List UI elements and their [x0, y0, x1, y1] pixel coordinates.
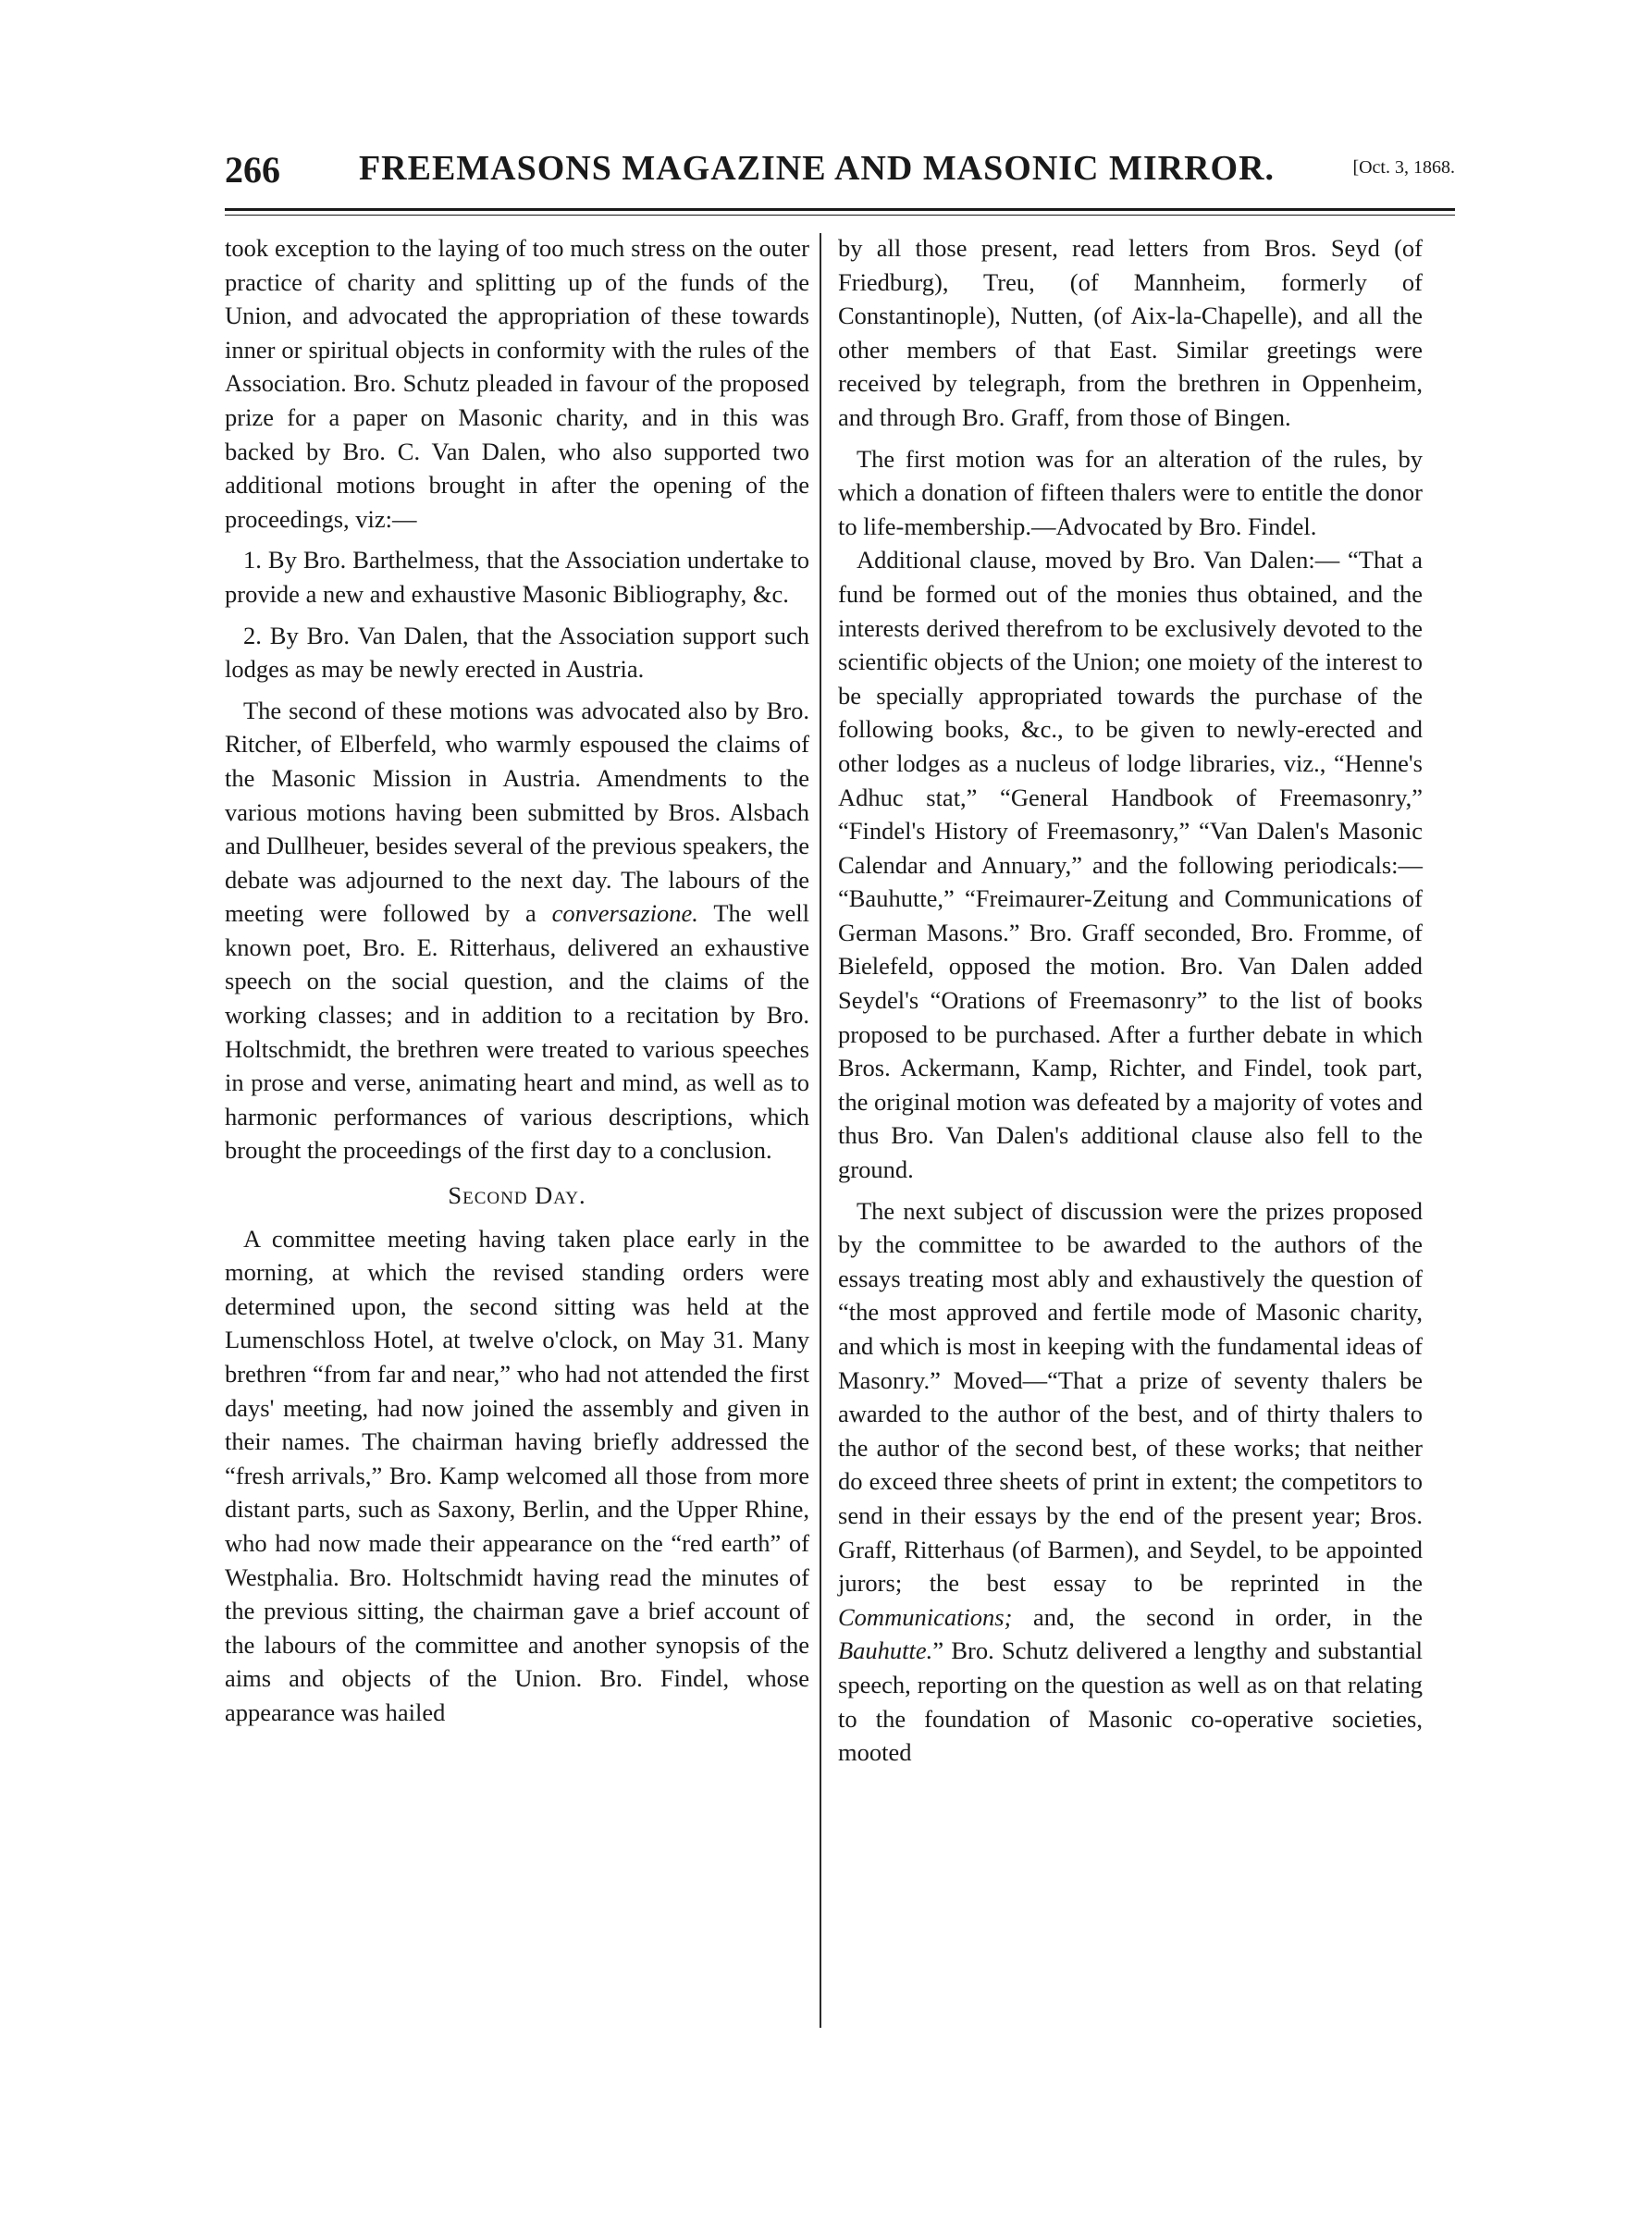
page-header	[225, 148, 1455, 204]
left-column	[225, 231, 809, 1730]
right-paragraph-4-text-a: The next subject of discussion were the prizes proposed by the committee to be awarded to the authors of the essays treating most ably and exhaustively the question of “the most approved and fertile mode of Masonic charity, and which is most in keeping with the fundamental ideas of Masonry.” Moved—“That a prize of seventy thalers be awarded to the author of the best, and of thirty thalers to the author of the second best, of these works; that neither do exceed three sheets of print in extent; the competitors to send in their essays by the end of the present year; Bros. Graff, Ritterhaus (of Barmen), and Seydel, to be appointed jurors; the best essay to be reprinted in the	[838, 1196, 1423, 1598]
left-paragraph-3-italic: conversazione.	[551, 899, 698, 928]
left-paragraph-3	[225, 694, 809, 1167]
section-heading-second-day: Second Day.	[448, 1181, 586, 1210]
right-paragraph-4-text-c: ” Bro. Schutz delivered a lengthy and substantial speech, reporting on the question as well as on that relating to the foundation of Masonic co-operative societies, mooted	[838, 1636, 1423, 1767]
left-paragraph-motion-2: 2. By Bro. Van Dalen, that the Association support such lodges as may be newly erected in Austria.	[225, 621, 809, 684]
header-rule-thick	[225, 208, 1455, 211]
right-paragraph-4-text-b: and, the second in order, in the	[1032, 1602, 1423, 1631]
right-paragraph-4-italic-1: Communications;	[838, 1602, 1013, 1631]
right-paragraph-4	[838, 1194, 1423, 1770]
header-rule-thin	[225, 215, 1455, 216]
left-paragraph-3-text-b: The well known poet, Bro. E. Ritterhaus, delivered an exhaustive speech on the social question, and the claims of the working classes; and in addition to a recitation by Bro. Holtschmidt, the brethren were treated to various speeches in prose and verse, animating heart and mind, as well as to harmonic performances of various descriptions, which brought the proceedings of the first day to a conclusion.	[225, 899, 810, 1165]
right-paragraph-1: by all those present, read letters from Bros. Seyd (of Friedburg), Treu, (of Mannheim, formerly of Constantinople), Nutten, (of Aix-la-Chapelle), and all the other members of that East. Similar greetings were received by telegraph, from the brethren in Oppenheim, and through Bro. Graff, from those of Bingen.	[838, 234, 1423, 431]
column-divider	[820, 233, 821, 2028]
right-paragraph-2: The first motion was for an alteration of the rules, by which a donation of fifteen thalers were to entitle the donor to life-membership.—Advocated by Bro. Findel.	[838, 444, 1423, 540]
left-paragraph-3-text-a: The second of these motions was advocated also by Bro. Ritcher, of Elberfeld, who warmly espoused the claims of the Masonic Mission in Austria. Amendments to the various motions having been submitted by Bros. Alsbach and Dullheuer, besides several of the previous speakers, the debate was adjourned to the next day. The labours of the meeting were followed by a	[225, 696, 809, 928]
right-column	[838, 231, 1423, 1770]
left-paragraph-motion-1: 1. By Bro. Barthelmess, that the Association undertake to provide a new and exhaustive Masonic Bibliography, &c.	[225, 546, 809, 608]
page-number: 266	[225, 149, 280, 191]
left-paragraph-4: A committee meeting having taken place early in the morning, at which the revised standing orders were determined upon, the second sitting was held at the Lumenschloss Hotel, at twelve o'clock, on May 31. Many brethren “from far and near,” who had not attended the first days' meeting, had now joined the assembly and given in their names. The chairman having briefly addressed the “fresh arrivals,” Bro. Kamp welcomed all those from more distant parts, such as Saxony, Berlin, and the Upper Rhine, who had now made their appearance on the “red earth” of Westphalia. Bro. Holtschmidt having read the minutes of the previous sitting, the chairman gave a brief account of the labours of the committee and another synopsis of the aims and objects of the Union. Bro. Findel, whose appearance was hailed	[225, 1224, 809, 1726]
left-paragraph-1: took exception to the laying of too much stress on the outer practice of charity and splitting up of the funds of the Union, and advocated the appropriation of these towards inner or spiritual objects in conformity with the rules of the Association. Bro. Schutz pleaded in favour of the proposed prize for a paper on Masonic charity, and in this was backed by Bro. C. Van Dalen, who also supported two additional motions brought in after the opening of the proceedings, viz:—	[225, 234, 809, 533]
right-paragraph-3: Additional clause, moved by Bro. Van Dalen:— “That a fund be formed out of the monies thus obtained, and the interests derived therefrom to be exclusively devoted to the scientific objects of the Union; one moiety of the interest to be specially appropriated towards the purchase of the following books, &c., to be given to newly-erected and other lodges as a nucleus of lodge libraries, viz., “Henne's Adhuc stat,” “General Handbook of Freemasonry,” “Findel's History of Freemasonry,” “Van Dalen's Masonic Calendar and Annuary,” and the following periodicals:— “Bauhutte,” “Freimaurer-Zeitung and Communications of German Masons.” Bro. Graff seconded, Bro. Fromme, of Bielefeld, opposed the motion. Bro. Van Dalen added Seydel's “Orations of Freemasonry” to the list of books proposed to be purchased. After a further debate in which Bros. Ackermann, Kamp, Richter, and Findel, took part, the original motion was defeated by a majority of votes and thus Bro. Van Dalen's additional clause also fell to the ground.	[838, 546, 1423, 1184]
magazine-title: FREEMASONS MAGAZINE AND MASONIC MIRROR.	[358, 149, 1276, 188]
right-paragraph-4-italic-2: Bauhutte.	[838, 1636, 933, 1665]
issue-date: [Oct. 3, 1868.	[1352, 157, 1455, 178]
